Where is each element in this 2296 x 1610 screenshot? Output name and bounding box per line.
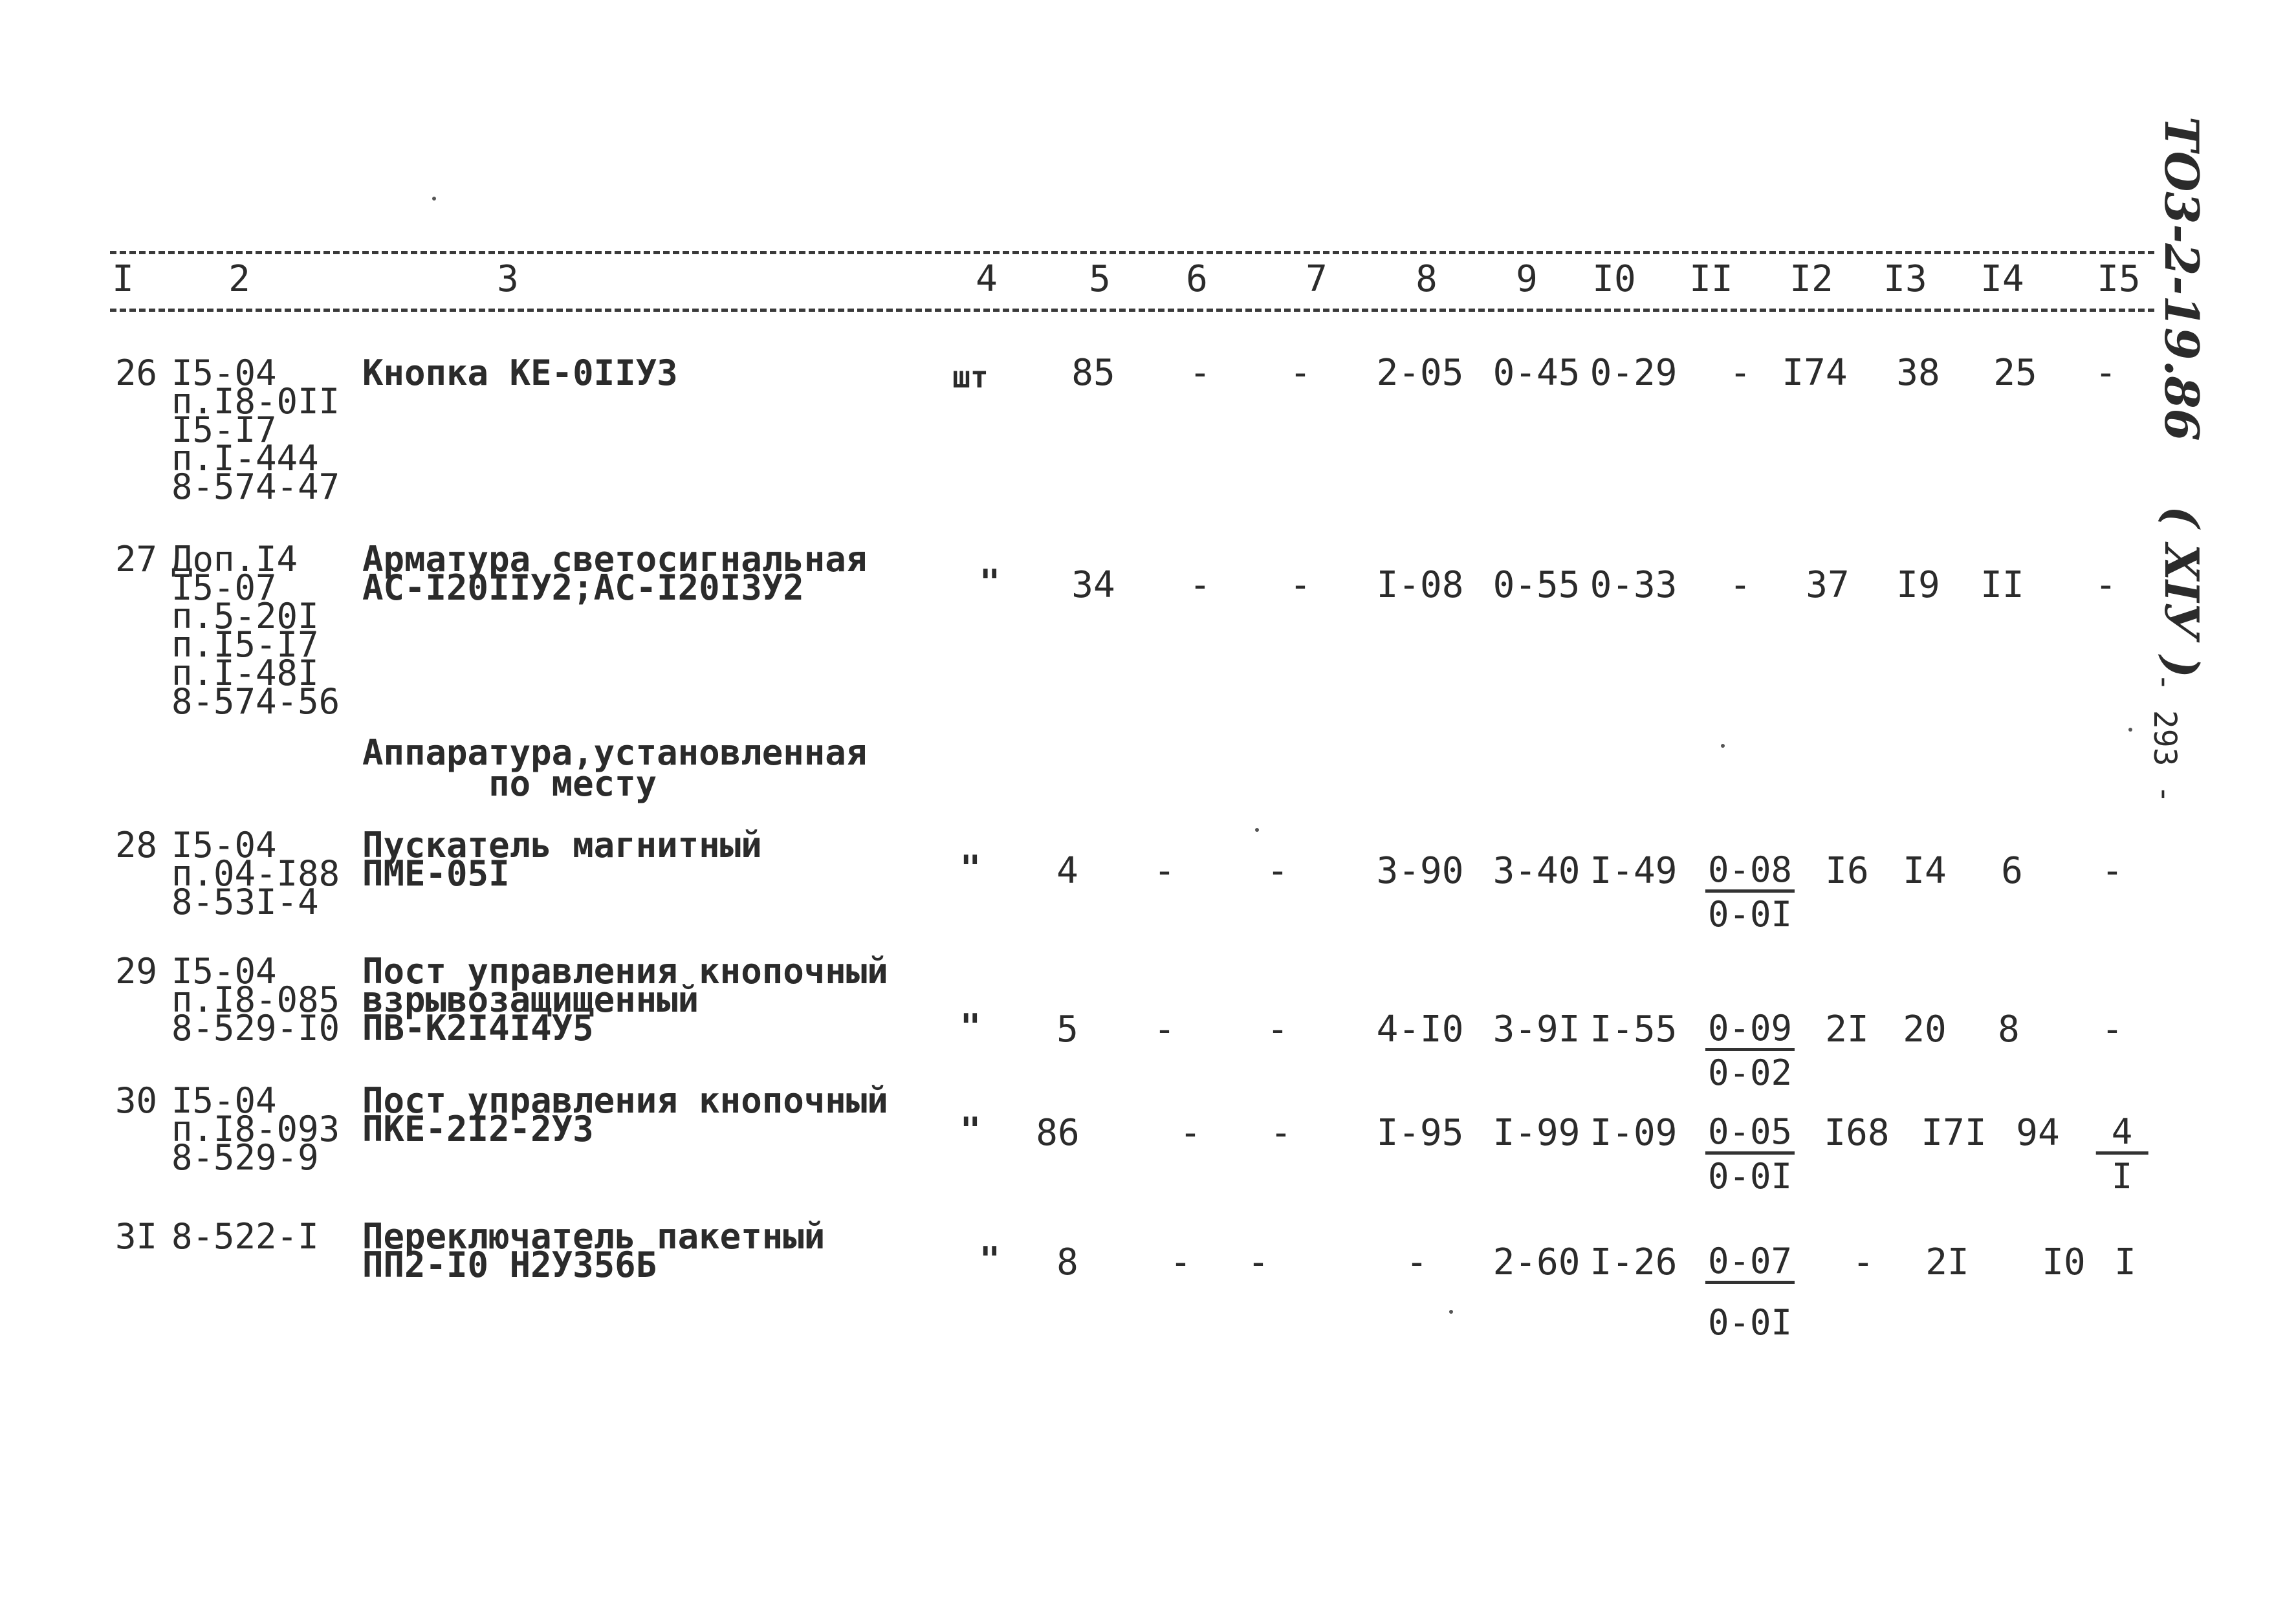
row-col9: 3-9I xyxy=(1492,1008,1580,1050)
row-unit: " xyxy=(979,1239,1001,1280)
row-col15: - xyxy=(2095,564,2117,606)
row-reference: I5-04 п.04-I88 8-53I-4 xyxy=(171,825,340,922)
row-unit: " xyxy=(959,1006,981,1047)
row-reference: I5-04 п.I8-085 8-529-I0 xyxy=(171,951,340,1049)
col-header-9: 9 xyxy=(1516,258,1538,300)
row-col11-fraction xyxy=(1705,1113,1795,1196)
row-col13: 2I xyxy=(1925,1241,1969,1283)
col-header-5: 5 xyxy=(1089,258,1111,300)
row-col12: I74 xyxy=(1782,352,1848,394)
row-col13: I7I xyxy=(1921,1112,1987,1154)
col-header-7: 7 xyxy=(1306,258,1328,300)
row-col7: - xyxy=(1289,564,1311,606)
row-col14: I0 xyxy=(2042,1241,2086,1283)
fraction-numerator: 0-07 xyxy=(1705,1242,1795,1284)
col-header-14: I4 xyxy=(1980,258,2024,300)
row-col15: - xyxy=(2095,352,2117,394)
row-col6: - xyxy=(1179,1112,1201,1154)
row-unit: " xyxy=(979,562,1001,603)
row-col9: I-99 xyxy=(1492,1112,1580,1154)
scan-speck xyxy=(432,197,436,201)
row-number: 26 xyxy=(115,353,158,393)
row-col15: - xyxy=(2101,1008,2123,1050)
volume-label: ( XIУ ) xyxy=(2154,505,2209,679)
row-col7: - xyxy=(1267,850,1289,892)
row-col13: I9 xyxy=(1896,564,1940,606)
row-col11-fraction xyxy=(1705,1242,1795,1342)
row-col5: 86 xyxy=(1036,1112,1080,1154)
scan-speck xyxy=(1449,1310,1453,1314)
fraction-denominator: 0-0I xyxy=(1707,894,1793,935)
row-col8: I-08 xyxy=(1376,564,1464,606)
col-header-6: 6 xyxy=(1186,258,1208,300)
row-col9: 2-60 xyxy=(1492,1241,1580,1283)
row-item-name: Пускатель магнитный ПМЕ-05I xyxy=(362,825,762,894)
row-col13: 38 xyxy=(1896,352,1940,394)
row-col10: I-55 xyxy=(1590,1008,1678,1050)
row-col15: - xyxy=(2101,850,2123,892)
scan-speck xyxy=(2128,728,2132,732)
row-number: 28 xyxy=(115,825,158,865)
row-col7: - xyxy=(1267,1008,1289,1050)
row-col14: II xyxy=(1980,564,2024,606)
col-header-11: II xyxy=(1689,258,1733,300)
row-col6: - xyxy=(1189,564,1211,606)
page-number: - 293 - xyxy=(2147,673,2183,804)
row-col7: - xyxy=(1289,352,1311,394)
fraction-denominator: I xyxy=(2111,1156,2133,1197)
fraction-denominator: 0-02 xyxy=(1707,1052,1793,1093)
row-number: 3I xyxy=(115,1216,158,1257)
row-number: 27 xyxy=(115,539,158,580)
row-col11-fraction xyxy=(1705,851,1795,934)
row-col5: 4 xyxy=(1056,850,1078,892)
col-header-2: 2 xyxy=(228,258,250,300)
row-col8: - xyxy=(1406,1241,1428,1283)
row-col6: - xyxy=(1170,1241,1192,1283)
row-col10: I-09 xyxy=(1590,1112,1678,1154)
row-number: 30 xyxy=(115,1080,158,1121)
scan-speck xyxy=(1255,828,1259,832)
row-col9: 0-45 xyxy=(1492,352,1580,394)
row-col8: I-95 xyxy=(1376,1112,1464,1154)
row-col10: I-49 xyxy=(1590,850,1678,892)
row-item-name: Пост управления кнопочный взрывозащищенный ПВ-К2I4I4У5 xyxy=(362,951,888,1049)
row-col7: - xyxy=(1270,1112,1292,1154)
row-col10: 0-33 xyxy=(1590,564,1678,606)
row-item-name: Пост управления кнопочный ПКЕ-2I2-2У3 xyxy=(362,1080,888,1149)
row-col6: - xyxy=(1153,850,1175,892)
row-col13: 20 xyxy=(1903,1008,1947,1050)
row-col8: 2-05 xyxy=(1376,352,1464,394)
col-header-15: I5 xyxy=(2097,258,2141,300)
row-col14: 8 xyxy=(1998,1008,2020,1050)
col-header-12: I2 xyxy=(1789,258,1833,300)
row-col6: - xyxy=(1153,1008,1175,1050)
fraction-numerator: 0-09 xyxy=(1705,1009,1795,1051)
header-bottom-rule xyxy=(110,309,2154,312)
row-col11: - xyxy=(1729,352,1751,394)
row-col11-fraction xyxy=(1705,1009,1795,1093)
row-unit: шт xyxy=(952,360,989,395)
row-col10: I-26 xyxy=(1590,1241,1678,1283)
row-col9: 0-55 xyxy=(1492,564,1580,606)
col-header-10: I0 xyxy=(1592,258,1636,300)
row-col8: 4-I0 xyxy=(1376,1008,1464,1050)
row-col13: I4 xyxy=(1903,850,1947,892)
scan-speck xyxy=(1721,744,1725,748)
row-col12: 2I xyxy=(1825,1008,1869,1050)
row-col7: - xyxy=(1247,1241,1269,1283)
row-col6: - xyxy=(1189,352,1211,394)
row-col12: I68 xyxy=(1824,1112,1890,1154)
row-item-name: Переключатель пакетный ПП2-I0 Н2У356Б xyxy=(362,1216,825,1285)
row-col14: 6 xyxy=(2001,850,2023,892)
document-code-stamp xyxy=(2154,116,2209,678)
section-heading: Аппаратура,установленная по месту xyxy=(362,732,868,804)
fraction-numerator: 4 xyxy=(2096,1113,2148,1155)
row-col9: 3-40 xyxy=(1492,850,1580,892)
row-col5: 8 xyxy=(1056,1241,1078,1283)
col-header-8: 8 xyxy=(1416,258,1438,300)
row-unit: " xyxy=(959,1110,981,1151)
col-header-4: 4 xyxy=(976,258,998,300)
row-col5: 5 xyxy=(1056,1008,1078,1050)
row-item-name: Арматура светосигнальная АС-I20IIУ2;АС-I20I3У2 xyxy=(362,539,868,608)
row-col15-fraction xyxy=(2096,1113,2148,1196)
row-number: 29 xyxy=(115,951,158,992)
col-header-3: 3 xyxy=(497,258,519,300)
fraction-denominator: 0-0I xyxy=(1707,1156,1793,1197)
header-top-rule xyxy=(110,251,2154,254)
row-col8: 3-90 xyxy=(1376,850,1464,892)
col-header-1: I xyxy=(112,258,134,300)
row-reference: 8-522-I xyxy=(171,1216,319,1257)
row-col12: I6 xyxy=(1825,850,1869,892)
row-col11: - xyxy=(1729,564,1751,606)
row-col14: 94 xyxy=(2016,1112,2060,1154)
row-unit: " xyxy=(959,848,981,889)
fraction-numerator: 0-05 xyxy=(1705,1113,1795,1155)
row-col5: 34 xyxy=(1071,564,1115,606)
document-code: ТО3-2-19.86 xyxy=(2154,116,2209,441)
col-header-13: I3 xyxy=(1883,258,1927,300)
row-reference: I5-04 п.I8-0II I5-I7 п.I-444 8-574-47 xyxy=(171,353,340,507)
row-col15: I xyxy=(2114,1241,2136,1283)
row-item-name: Кнопка КЕ-0IIУ3 xyxy=(362,353,678,393)
row-col10: 0-29 xyxy=(1590,352,1678,394)
row-reference: I5-04 п.I8-093 8-529-9 xyxy=(171,1080,340,1178)
row-col14: 25 xyxy=(1993,352,2037,394)
row-reference: Доп.I4 I5-07 п.5-20I п.I5-I7 п.I-48I 8-574-56 xyxy=(171,539,340,722)
row-col12: 37 xyxy=(1806,564,1850,606)
row-col12: - xyxy=(1852,1241,1874,1283)
fraction-numerator: 0-08 xyxy=(1705,851,1795,893)
row-col5: 85 xyxy=(1071,352,1115,394)
fraction-denominator: 0-0I xyxy=(1707,1302,1793,1343)
